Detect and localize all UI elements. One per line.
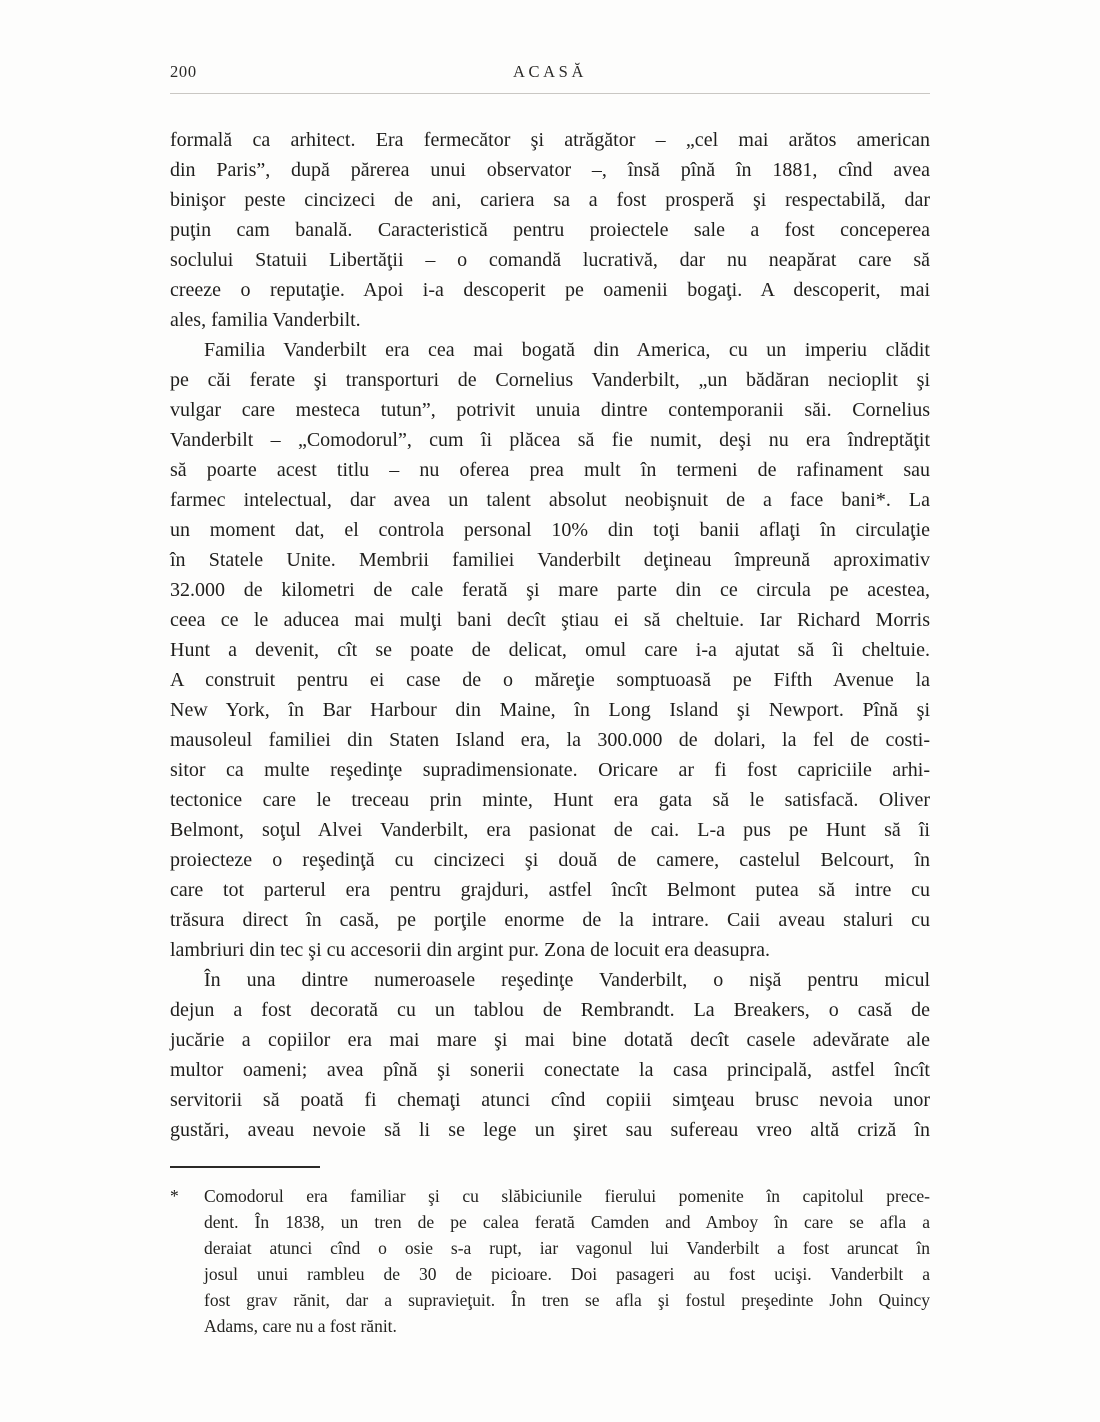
text-line: tectonice care le treceau prin minte, Hunt era gata să le satisfacă. Oliver — [170, 789, 930, 811]
text-line: lambriuri din tec şi cu accesorii din argint pur. Zona de locuit era deasupra. — [170, 939, 770, 961]
text-line: servitorii să poată fi chemaţi atunci cînd copiii simţeau brusc nevoia unor — [170, 1089, 930, 1111]
text-line: josul unui rambleu de 30 de picioare. Doi pasageri au fost ucişi. Vanderbilt a — [204, 1264, 930, 1284]
text-line: A construit pentru ei case de o măreţie somptuoasă pe Fifth Avenue la — [170, 669, 930, 691]
page-number: 200 — [170, 62, 197, 81]
text-line: creeze o reputaţie. Apoi i-a descoperit pe oamenii bogaţi. A descoperit, mai — [170, 279, 930, 301]
footnote — [170, 1183, 930, 1339]
text-line: să poarte acest titlu – nu oferea prea mult în termeni de rafinament sau — [170, 459, 930, 481]
text-line: ceea ce le aducea mai mulţi bani decît ştiau ei să cheltuie. Iar Richard Morris — [170, 609, 930, 631]
text-line: puţin cam banală. Caracteristică pentru proiectele sale a fost conceperea — [170, 219, 930, 241]
text-line: multor oameni; avea pînă şi sonerii conectate la casa principală, astfel încît — [170, 1059, 930, 1081]
text-line: vulgar care mesteca tutun”, potrivit unuia dintre contemporanii săi. Cornelius — [170, 399, 930, 421]
header-title: ACASĂ — [512, 62, 588, 81]
text-line: farmec intelectual, dar avea un talent absolut neobişnuit de a face bani*. La — [170, 489, 930, 511]
text-line: soclului Statuii Libertăţii – o comandă lucrativă, dar nu neapărat care să — [170, 249, 930, 271]
running-header — [170, 62, 930, 94]
text-line: dent. În 1838, un tren de pe calea ferată Camden and Amboy în care se afla a — [204, 1212, 930, 1232]
text-line: Adams, care nu a fost rănit. — [204, 1316, 397, 1336]
paragraph — [170, 965, 930, 1145]
text-line: New York, în Bar Harbour din Maine, în Long Island şi Newport. Pînă şi — [170, 699, 930, 721]
text-line: 32.000 de kilometri de cale ferată şi mare parte din ce circula pe acestea, — [170, 579, 930, 601]
footnote-separator — [170, 1166, 320, 1168]
paragraph — [170, 125, 930, 335]
text-line: ales, familia Vanderbilt. — [170, 309, 361, 331]
footnote-text — [204, 1183, 930, 1339]
text-line: un moment dat, el controla personal 10% din toţi banii aflaţi în circulaţie — [170, 519, 930, 541]
text-line: binişor peste cincizeci de ani, cariera sa a fost prosperă şi respectabilă, dar — [170, 189, 930, 211]
text-line: sitor ca multe reşedinţe supradimensionate. Oricare ar fi fost capriciile arhi- — [170, 759, 930, 781]
text-line: din Paris”, după părerea unui observator –, însă pînă în 1881, cînd avea — [170, 159, 930, 181]
text-line: Comodorul era familiar şi cu slăbiciunile fierului pomenite în capitolul prece- — [204, 1186, 930, 1206]
text-line: jucărie a copiilor era mai mare şi mai bine dotată decît casele adevărate ale — [170, 1029, 930, 1051]
text-line: dejun a fost decorată cu un tablou de Rembrandt. La Breakers, o casă de — [170, 999, 930, 1021]
text-line: gustări, aveau nevoie să li se lege un şiret sau sufereau vreo altă criză în — [170, 1119, 930, 1141]
text-line: formală ca arhitect. Era fermecător şi atrăgător – „cel mai arătos american — [170, 129, 930, 151]
text-line: mausoleul familiei din Staten Island era, la 300.000 de dolari, la fel de costi- — [170, 729, 930, 751]
text-line: fost grav rănit, dar a supravieţuit. În tren se afla şi fostul preşedinte John Quincy — [204, 1290, 930, 1310]
text-line: În una dintre numeroasele reşedinţe Vanderbilt, o nişă pentru micul — [204, 969, 930, 991]
text-line: Hunt a devenit, cît se poate de delicat, omul care i-a ajutat să îi cheltuie. — [170, 639, 930, 661]
paragraph — [170, 335, 930, 965]
text-line: Belmont, soţul Alvei Vanderbilt, era pasionat de cai. L-a pus pe Hunt să îi — [170, 819, 930, 841]
text-line: Familia Vanderbilt era cea mai bogată din America, cu un imperiu clădit — [204, 339, 930, 361]
footnote-marker: * — [170, 1186, 179, 1206]
body-text — [170, 125, 930, 1145]
text-line: deraiat atunci cînd o osie s-a rupt, iar vagonul lui Vanderbilt a fost aruncat în — [204, 1238, 930, 1258]
text-line: în Statele Unite. Membrii familiei Vanderbilt deţineau împreună aproximativ — [170, 549, 930, 571]
text-line: Vanderbilt – „Comodorul”, cum îi plăcea să fie numit, deşi nu era îndreptăţit — [170, 429, 930, 451]
text-line: trăsura direct în casă, pe porţile enorme de la intrare. Caii aveau staluri cu — [170, 909, 930, 931]
text-line: pe căi ferate şi transporturi de Cornelius Vanderbilt, „un bădăran necioplit şi — [170, 369, 930, 391]
text-line: care tot parterul era pentru grajduri, astfel încît Belmont putea să intre cu — [170, 879, 930, 901]
page-content — [170, 62, 930, 1339]
text-line: proiecteze o reşedinţă cu cincizeci şi două de camere, castelul Belcourt, în — [170, 849, 930, 871]
